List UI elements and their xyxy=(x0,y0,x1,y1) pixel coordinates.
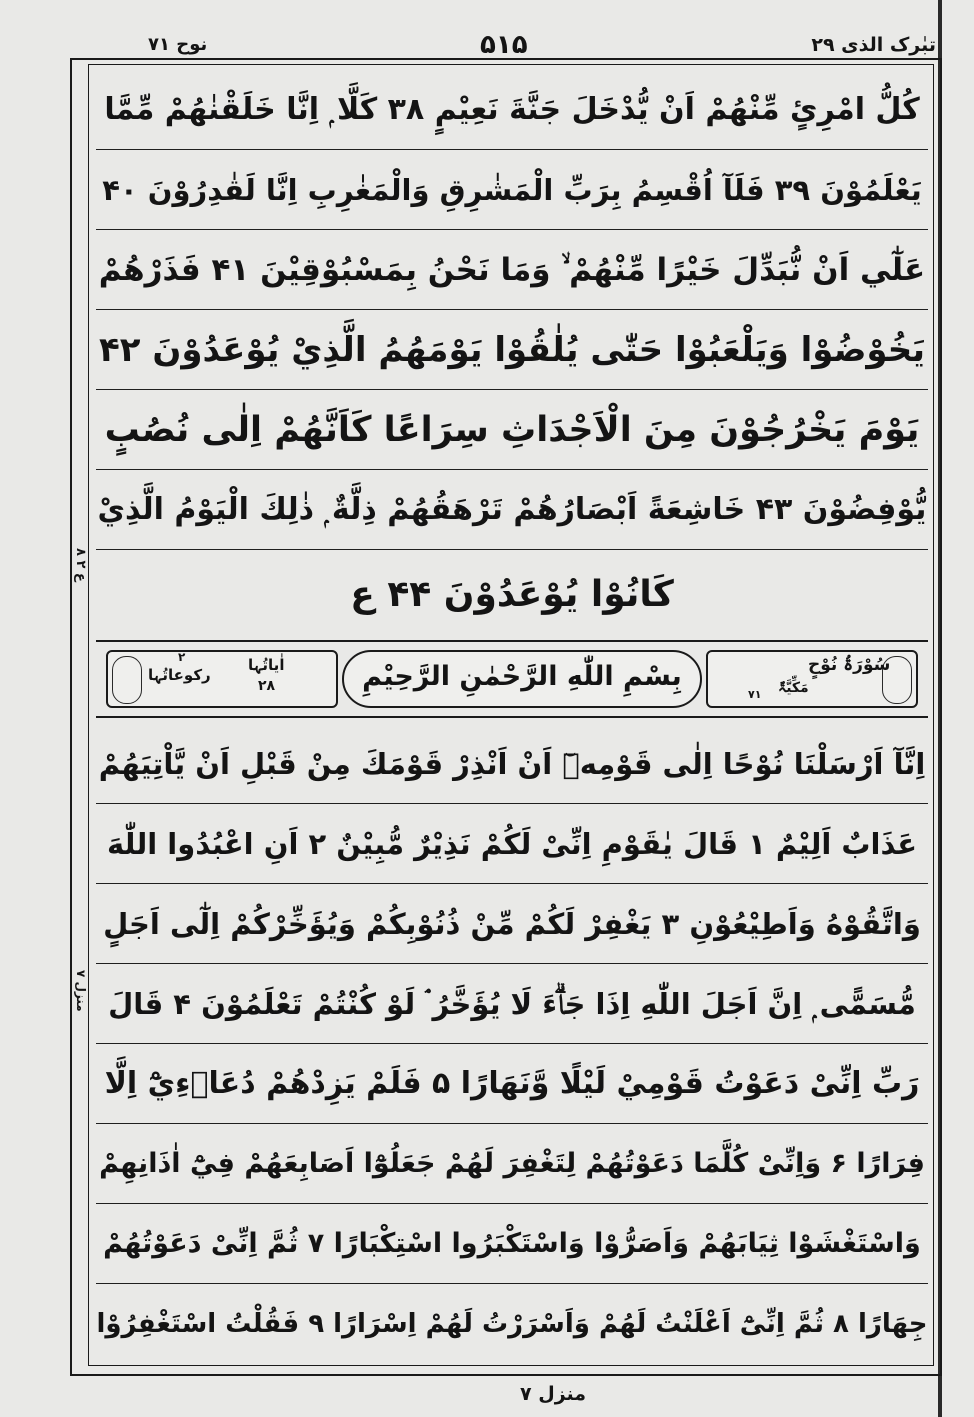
verse-line: يَخُوْضُوْا وَيَلْعَبُوْا حَتّٰى يُلٰقُوْا يَوْمَهُمُ الَّذِيْ يُوْعَدُوْنَ ۴۲ xyxy=(96,310,928,390)
verse-line: يَوْمَ يَخْرُجُوْنَ مِنَ الْاَجْدَاثِ سِرَاعًا كَاَنَّهُمْ اِلٰى نُصُبٍ xyxy=(96,390,928,470)
surah-type: مَکِّیَّۃٌ xyxy=(778,680,809,696)
verse-line: كَانُوْا يُوْعَدُوْنَ ۴۴ ع xyxy=(350,574,674,615)
verse-line: وَاسْتَغْشَوْا ثِيَابَهُمْ وَاَصَرُّوْا وَاسْتَكْبَرُوا اسْتِكْبَارًا ۷ ثُمَّ اِنِّىْ دَعَوْتُهُمْ xyxy=(96,1204,928,1284)
surah-name-header: نوح ۷۱ xyxy=(148,34,208,55)
ruku-count: ۲ xyxy=(178,650,186,664)
bismillah-box xyxy=(342,650,702,708)
ornament-icon xyxy=(112,656,142,704)
verse-line: كُلُّ امْرِئٍ مِّنْهُمْ اَنْ يُّدْخَلَ جَنَّةَ نَعِيْمٍ ۳۸ كَلَّا ۭ اِنَّا خَلَقْنٰهُمْ مِّمَّا xyxy=(96,70,928,150)
surah-title: سُوْرَۃُ نُوْحٍ xyxy=(808,655,891,675)
verse-line: مُّسَمًّى ۭ اِنَّ اَجَلَ اللّٰهِ اِذَا جَاۗءَ لَا يُؤَخَّرُ ۘ لَوْ كُنْتُمْ تَعْلَمُوْنَ ۴ قَالَ xyxy=(96,964,928,1044)
page-number: ۵۱۵ xyxy=(480,30,528,60)
ruku-label: رکوعاتُہا xyxy=(148,666,211,684)
verse-line: اِنَّآ اَرْسَلْنَا نُوْحًا اِلٰى قَوْمِهٖٓ اَنْ اَنْذِرْ قَوْمَكَ مِنْ قَبْلِ اَنْ يَّاْتِيَهُمْ xyxy=(96,724,928,804)
verse-line: عَلٰٓي اَنْ نُّبَدِّلَ خَيْرًا مِّنْهُمْ ۙ وَمَا نَحْنُ بِمَسْبُوْقِيْنَ ۴۱ فَذَرْهُمْ xyxy=(96,230,928,310)
verse-line: يُّوْفِضُوْنَ ۴۳ خَاشِعَةً اَبْصَارُهُمْ تَرْهَقُهُمْ ذِلَّةٌ ۭ ذٰلِكَ الْيَوْمُ الَّذِيْ xyxy=(96,470,928,550)
verse-line: وَاتَّقُوْهُ وَاَطِيْعُوْنِ ۳ يَغْفِرْ لَكُمْ مِّنْ ذُنُوْبِكُمْ وَيُؤَخِّرْكُمْ اِلٰٓى اَجَلٍ xyxy=(96,884,928,964)
verse-line: عَذَابٌ اَلِيْمٌ ۱ قَالَ يٰقَوْمِ اِنِّىْ لَكُمْ نَذِيْرٌ مُّبِيْنٌ ۲ اَنِ اعْبُدُوا اللّٰهَ xyxy=(96,804,928,884)
ayat-label: اٰیاتُہا xyxy=(248,656,285,674)
surah-number: ۷۱ xyxy=(748,688,762,701)
surah-title-box xyxy=(706,650,918,708)
margin-note: منزل ۷ xyxy=(74,970,88,1012)
ayat-ruku-box xyxy=(106,650,338,708)
manzil-footer: منزل ۷ xyxy=(520,1383,587,1405)
bismillah: بِسْمِ اللّٰهِ الرَّحْمٰنِ الرَّحِيْمِ xyxy=(362,661,682,692)
ayat-count: ۲۸ xyxy=(258,678,276,694)
surah-banner xyxy=(96,640,928,718)
juz-name-header: تبٰرک الذی ۲۹ xyxy=(811,34,936,56)
ruku-marker: ع ۲ ۸ xyxy=(73,548,88,582)
verse-line: رَبِّ اِنِّىْ دَعَوْتُ قَوْمِيْ لَيْلًا وَّنَهَارًا ۵ فَلَمْ يَزِدْهُمْ دُعَاۗءِيْٓ اِلَّا xyxy=(96,1044,928,1124)
verse-line: جِهَارًا ۸ ثُمَّ اِنِّىْٓ اَعْلَنْتُ لَهُمْ وَاَسْرَرْتُ لَهُمْ اِسْرَارًا ۹ فَقُلْتُ اسْتَغْفِرُوْا xyxy=(96,1309,928,1339)
verse-line: فِرَارًا ۶ وَاِنِّىْ كُلَّمَا دَعَوْتُهُمْ لِتَغْفِرَ لَهُمْ جَعَلُوْٓا اَصَابِعَهُمْ فِيْٓ اٰذَانِهِمْ xyxy=(96,1124,928,1204)
verse-line: يَعْلَمُوْنَ ۳۹ فَلَآ اُقْسِمُ بِرَبِّ الْمَشٰرِقِ وَالْمَغٰرِبِ اِنَّا لَقٰدِرُوْنَ ۴۰ xyxy=(96,150,928,230)
